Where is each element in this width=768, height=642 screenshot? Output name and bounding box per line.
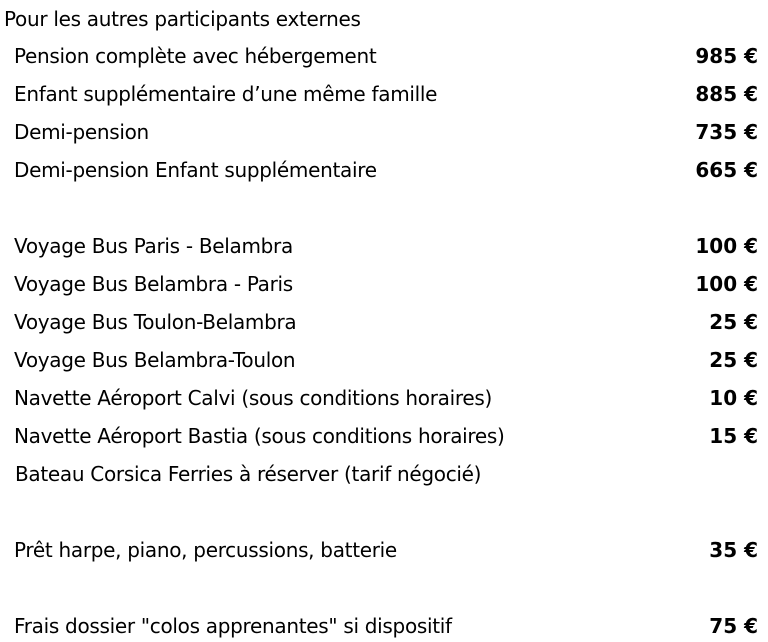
price-row (14, 612, 758, 640)
item-label: Voyage Bus Belambra-Toulon (14, 348, 296, 372)
price-row (14, 42, 758, 70)
price-row (14, 384, 758, 412)
item-price: 75 € (709, 614, 758, 638)
item-label: Voyage Bus Toulon-Belambra (14, 310, 297, 334)
item-label: Pension complète avec hébergement (14, 44, 377, 68)
item-label: Navette Aéroport Bastia (sous conditions horaires) (14, 424, 505, 448)
item-price: 100 € (695, 234, 758, 258)
price-row (14, 308, 758, 336)
item-label: Frais dossier "colos apprenantes" si dispositif (14, 614, 452, 638)
item-price: 735 € (695, 120, 758, 144)
item-price: 885 € (695, 82, 758, 106)
item-label: Enfant supplémentaire d’une même famille (14, 82, 438, 106)
section-heading: Pour les autres participants externes (4, 7, 361, 31)
item-label: Demi-pension (14, 120, 149, 144)
price-row (14, 118, 758, 146)
price-row (14, 422, 758, 450)
price-row (14, 536, 758, 564)
item-label: Bateau Corsica Ferries à réserver (tarif négocié) (15, 462, 482, 486)
item-price: 10 € (709, 386, 758, 410)
price-row (14, 270, 758, 298)
item-label: Prêt harpe, piano, percussions, batterie (14, 538, 397, 562)
item-label: Demi-pension Enfant supplémentaire (14, 158, 377, 182)
item-price: 665 € (695, 158, 758, 182)
item-label: Voyage Bus Paris - Belambra (14, 234, 293, 258)
price-row (14, 80, 758, 108)
price-row (15, 460, 758, 488)
item-label: Voyage Bus Belambra - Paris (14, 272, 293, 296)
price-row (14, 156, 758, 184)
item-price: 25 € (709, 310, 758, 334)
item-price: 15 € (709, 424, 758, 448)
item-price: 100 € (695, 272, 758, 296)
item-price: 25 € (709, 348, 758, 372)
item-price: 35 € (709, 538, 758, 562)
price-row (14, 346, 758, 374)
item-label: Navette Aéroport Calvi (sous conditions horaires) (14, 386, 492, 410)
price-row (14, 232, 758, 260)
item-price: 985 € (695, 44, 758, 68)
